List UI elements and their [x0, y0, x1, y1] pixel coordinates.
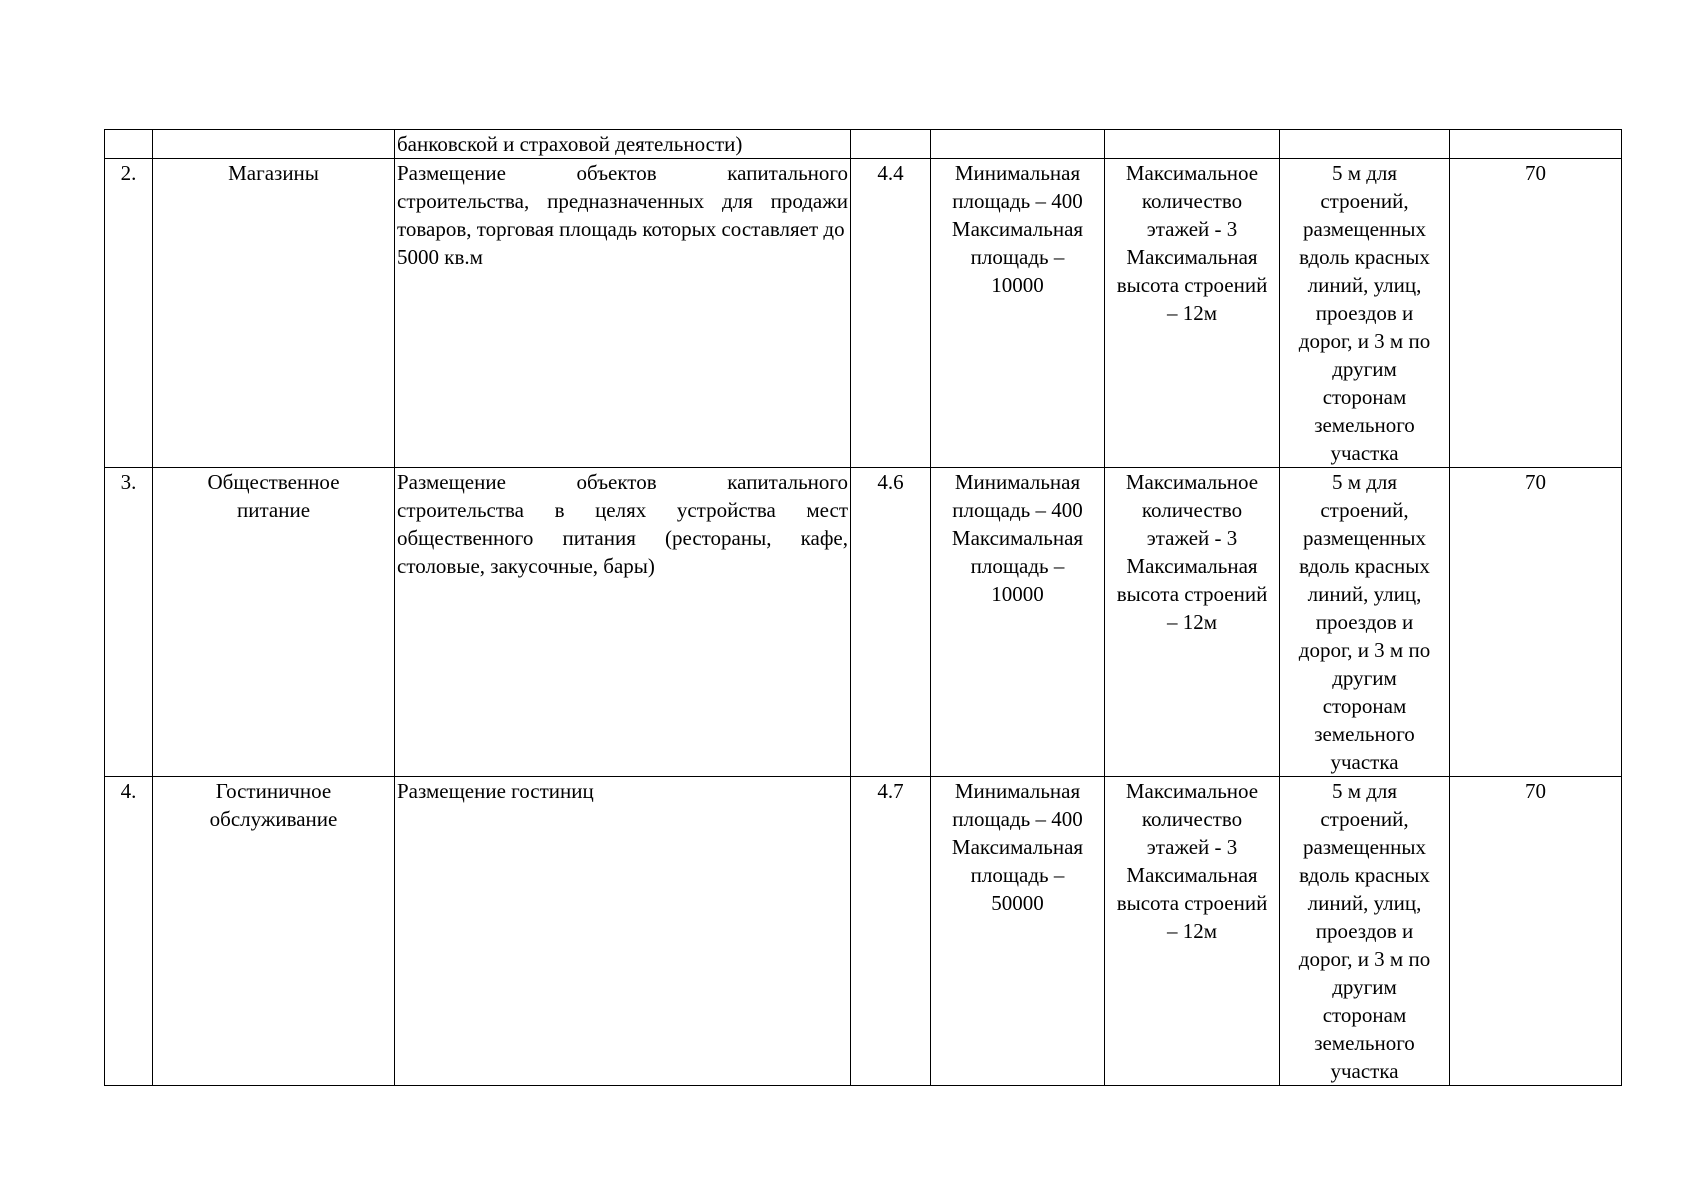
- setback-line: дорог, и 3 м по: [1298, 947, 1431, 971]
- desc-cell: [395, 777, 851, 1086]
- floors-cell: [1105, 468, 1280, 777]
- setback-line: линий, улиц,: [1307, 891, 1422, 915]
- name-line: питание: [236, 498, 311, 522]
- setback-line: 5 м для: [1331, 161, 1398, 185]
- setback-line: дорог, и 3 м по: [1298, 329, 1431, 353]
- setback-cell: [1280, 159, 1450, 468]
- zoning-regulations-table: [104, 129, 1622, 1086]
- floors-line: – 12м: [1166, 610, 1218, 634]
- floors-line: количество: [1141, 498, 1243, 522]
- setback-line: строений,: [1320, 189, 1409, 213]
- area-cell: [931, 777, 1105, 1086]
- area-line: площадь – 400: [952, 807, 1083, 831]
- pct-cell: 70: [1450, 468, 1622, 777]
- code-cell: 4.6: [851, 468, 931, 777]
- setback-line: сторонам: [1322, 1003, 1407, 1027]
- setback-line: участка: [1330, 750, 1399, 774]
- name-cell: [153, 130, 395, 159]
- floors-line: Максимальная: [1126, 554, 1258, 578]
- num-cell: 3.: [105, 468, 153, 777]
- setback-line: земельного: [1314, 1031, 1415, 1055]
- table-row: [105, 468, 1622, 777]
- floors-line: высота строений: [1116, 582, 1268, 606]
- setback-line: земельного: [1314, 722, 1415, 746]
- floors-cell: [1105, 130, 1280, 159]
- area-line: Минимальная: [954, 779, 1081, 803]
- setback-line: строений,: [1320, 498, 1409, 522]
- table-row: [105, 777, 1622, 1086]
- setback-line: размещенных: [1302, 835, 1426, 859]
- setback-line: размещенных: [1302, 217, 1426, 241]
- floors-line: – 12м: [1166, 919, 1218, 943]
- setback-line: вдоль красных: [1299, 554, 1430, 578]
- area-line: площадь – 400: [952, 498, 1083, 522]
- floors-line: Максимальная: [1126, 863, 1258, 887]
- table-row: [105, 159, 1622, 468]
- floors-cell: [1105, 159, 1280, 468]
- desc-cell: [395, 130, 851, 159]
- area-line: площадь – 400: [952, 189, 1083, 213]
- desc-main: Размещение объектов капитального строительства, предназначенных для продажи товаров, торговая площадь которых составляет до: [397, 161, 848, 241]
- setback-line: сторонам: [1322, 694, 1407, 718]
- floors-line: – 12м: [1166, 301, 1218, 325]
- floors-line: этажей - 3: [1146, 526, 1238, 550]
- setback-line: другим: [1332, 357, 1397, 381]
- area-line: Минимальная: [954, 161, 1081, 185]
- table-row-continuation: [105, 130, 1622, 159]
- area-line: Максимальная: [951, 526, 1084, 550]
- desc-main: Размещение гостиниц: [397, 779, 594, 803]
- name-cell: [153, 468, 395, 777]
- setback-line: 5 м для: [1331, 779, 1398, 803]
- floors-line: высота строений: [1116, 273, 1268, 297]
- setback-line: строений,: [1320, 807, 1409, 831]
- area-line: Минимальная: [954, 470, 1081, 494]
- floors-line: Максимальное: [1125, 779, 1259, 803]
- name-cell: [153, 777, 395, 1086]
- floors-line: Максимальная: [1126, 245, 1258, 269]
- area-line: площадь –: [970, 554, 1065, 578]
- pct-cell: [1450, 130, 1622, 159]
- setback-line: проездов и: [1315, 610, 1414, 634]
- setback-line: проездов и: [1315, 301, 1414, 325]
- setback-line: другим: [1332, 975, 1397, 999]
- area-line: площадь –: [970, 245, 1065, 269]
- floors-line: количество: [1141, 189, 1243, 213]
- area-line: 10000: [991, 273, 1044, 297]
- floors-line: высота строений: [1116, 891, 1268, 915]
- setback-line: 5 м для: [1331, 470, 1398, 494]
- setback-line: линий, улиц,: [1307, 273, 1422, 297]
- setback-line: участка: [1330, 1059, 1399, 1083]
- setback-line: другим: [1332, 666, 1397, 690]
- setback-cell: [1280, 777, 1450, 1086]
- floors-cell: [1105, 777, 1280, 1086]
- floors-line: количество: [1141, 807, 1243, 831]
- num-cell: 4.: [105, 777, 153, 1086]
- setback-line: вдоль красных: [1299, 863, 1430, 887]
- floors-line: Максимальное: [1125, 161, 1259, 185]
- name-line: Гостиничное: [215, 779, 332, 803]
- area-line: 50000: [991, 891, 1044, 915]
- floors-line: этажей - 3: [1146, 217, 1238, 241]
- code-cell: [851, 130, 931, 159]
- pct-cell: 70: [1450, 159, 1622, 468]
- area-cell: [931, 159, 1105, 468]
- setback-line: участка: [1330, 441, 1399, 465]
- floors-line: Максимальное: [1125, 470, 1259, 494]
- pct-cell: 70: [1450, 777, 1622, 1086]
- area-line: 10000: [991, 582, 1044, 606]
- setback-line: проездов и: [1315, 919, 1414, 943]
- setback-line: линий, улиц,: [1307, 582, 1422, 606]
- desc-text: банковской и страховой деятельности): [397, 132, 743, 156]
- code-cell: 4.4: [851, 159, 931, 468]
- setback-line: дорог, и 3 м по: [1298, 638, 1431, 662]
- name-line: Общественное: [207, 470, 340, 494]
- area-cell: [931, 468, 1105, 777]
- area-line: Максимальная: [951, 835, 1084, 859]
- setback-line: размещенных: [1302, 526, 1426, 550]
- num-cell: [105, 130, 153, 159]
- area-line: площадь –: [970, 863, 1065, 887]
- desc-main: Размещение объектов капитального строительства в целях устройства мест общественного питания (рестораны, кафе, столовые, закусочные, бары): [397, 470, 848, 578]
- desc-cell: [395, 159, 851, 468]
- setback-cell: [1280, 130, 1450, 159]
- name-line: Магазины: [228, 161, 319, 185]
- setback-line: земельного: [1314, 413, 1415, 437]
- name-cell: [153, 159, 395, 468]
- floors-line: этажей - 3: [1146, 835, 1238, 859]
- setback-line: вдоль красных: [1299, 245, 1430, 269]
- setback-cell: [1280, 468, 1450, 777]
- area-line: Максимальная: [951, 217, 1084, 241]
- num-cell: 2.: [105, 159, 153, 468]
- desc-cell: [395, 468, 851, 777]
- area-cell: [931, 130, 1105, 159]
- name-line: обслуживание: [209, 807, 338, 831]
- desc-tail: 5000 кв.м: [397, 245, 483, 269]
- setback-line: сторонам: [1322, 385, 1407, 409]
- code-cell: 4.7: [851, 777, 931, 1086]
